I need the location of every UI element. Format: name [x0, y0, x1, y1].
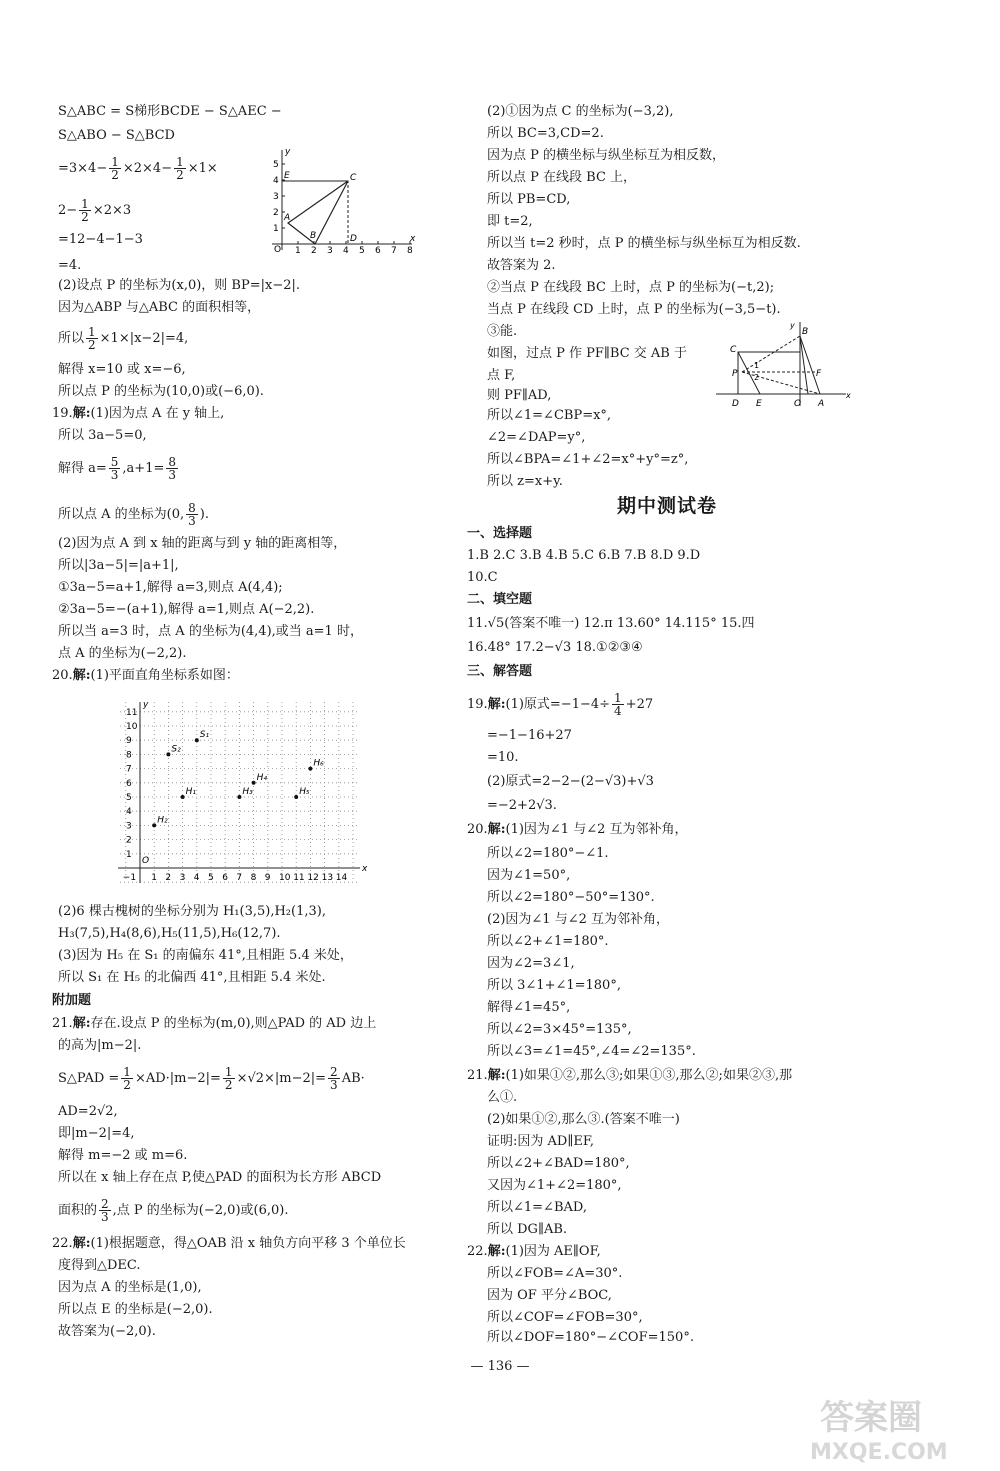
- text-line: ③能.: [487, 324, 518, 339]
- point-o-label: O: [794, 399, 802, 409]
- text-line: [52, 1236, 406, 1252]
- text-span: (1)原式=−1−4÷: [505, 697, 611, 712]
- fraction-numerator: 1: [224, 1065, 233, 1079]
- question-number: 22.: [52, 1236, 73, 1251]
- figure-triangle-abc: [262, 144, 422, 254]
- fraction-denominator: 4: [614, 704, 622, 718]
- y-tick-label: 7: [126, 764, 132, 775]
- text-line: 因为 OF 平分∠BOC,: [487, 1288, 612, 1303]
- text-line: 度得到△DEC.: [58, 1258, 141, 1273]
- question-number: 21.: [52, 1016, 73, 1031]
- text-line: 所以∠BPA=∠1+∠2=x°+y°=z°,: [487, 452, 689, 467]
- text-line: (2)如果①②,那么③.(答案不唯一): [487, 1112, 680, 1127]
- page-number: — 136 —: [470, 1359, 530, 1374]
- text-line: 解得 x=10 或 x=−6,: [58, 362, 186, 377]
- text-line: (2)①因为点 C 的坐标为(−3,2),: [487, 104, 674, 119]
- point-c-label: C: [730, 345, 737, 355]
- x-tick-label: 8: [407, 246, 413, 254]
- tree-point-h5: [294, 795, 298, 799]
- text-line: 1.B 2.C 3.B 4.B 5.C 6.B 7.B 8.D 9.D: [467, 548, 701, 563]
- x-tick-label: −1: [122, 873, 137, 883]
- fraction: [186, 502, 198, 527]
- text-span: ×1×: [187, 161, 218, 176]
- tree-label-s2: S₂: [171, 744, 181, 755]
- fraction-numerator: 1: [111, 155, 119, 169]
- text-span: 解得 a=: [58, 461, 107, 476]
- solution-label: 解:: [487, 1068, 506, 1083]
- fraction: [223, 1066, 235, 1091]
- fraction-denominator: 3: [330, 1078, 338, 1092]
- y-tick-label: 5: [126, 793, 132, 803]
- text-line: 又因为∠1+∠2=180°,: [487, 1178, 622, 1193]
- y-tick-label: 4: [273, 176, 279, 186]
- text-line: 所以当 t=2 秒时，点 P 的横坐标与纵坐标互为相反数.: [487, 236, 801, 251]
- text-line: (2)原式=2−2−(2−√3)+√3: [487, 774, 654, 789]
- text-line: 所以在 x 轴上存在点 P,使△PAD 的面积为长方形 ABCD: [58, 1170, 382, 1185]
- y-tick-label: 11: [126, 707, 138, 718]
- point-f-label: F: [816, 369, 822, 379]
- x-tick-label: 13: [321, 873, 334, 883]
- text-line: [52, 668, 239, 684]
- text-span: (0,: [166, 507, 185, 522]
- fraction-denominator: 2: [123, 1078, 131, 1092]
- x-tick-label: 5: [208, 873, 214, 883]
- text-line: 所以 BC=3,CD=2.: [487, 126, 604, 141]
- tree-label-h3: H₃: [242, 787, 253, 797]
- text-line: [467, 1068, 792, 1084]
- text-line: [52, 1016, 376, 1032]
- fraction-denominator: 3: [188, 514, 196, 528]
- fraction-numerator: 1: [176, 155, 184, 169]
- y-axis-label: y: [285, 147, 291, 157]
- fraction-numerator: 1: [81, 197, 89, 211]
- y-tick-label: 9: [126, 736, 132, 747]
- tree-label-h6: H₆: [313, 758, 324, 769]
- tree-point-h3: [237, 795, 241, 799]
- solution-label: 解:: [72, 406, 91, 421]
- text-line: 所以∠2=180°−∠1.: [487, 846, 609, 861]
- tree-point-s2: [166, 752, 170, 756]
- text-line: 11.√5(答案不唯一) 12.π 13.60° 14.115° 15.四: [467, 616, 755, 631]
- text-line: 即 t=2,: [487, 214, 533, 229]
- section-title: 期中测试卷: [616, 495, 717, 517]
- x-axis-label: x: [362, 864, 368, 874]
- point-b-label: B: [802, 327, 809, 337]
- y-tick-label: 3: [126, 821, 132, 832]
- y-tick-label: 1: [273, 224, 279, 234]
- text-line: ∠2=∠DAP=y°,: [487, 430, 586, 445]
- text-line: 因为∠1=50°,: [487, 868, 571, 883]
- point-d-label: D: [732, 399, 739, 409]
- fraction-denominator: 2: [81, 210, 89, 224]
- y-axis-label: y: [790, 321, 795, 330]
- text-span: ×1×|x−2|=4,: [99, 331, 189, 346]
- fraction: [166, 456, 178, 481]
- text-line: =12−4−1−3: [58, 232, 143, 247]
- x-axis-label: x: [846, 391, 851, 400]
- text-span: S△PAD =: [58, 1071, 120, 1086]
- text-line: 因为△ABP 与△ABC 的面积相等，: [58, 300, 261, 315]
- tree-points: [152, 730, 324, 827]
- segment-pb: [742, 336, 800, 372]
- text-line: 即|m−2|=4,: [58, 1126, 135, 1141]
- x-tick-label: 3: [327, 246, 333, 254]
- text-line: 16.48° 17.2−√3 18.①②③④: [467, 640, 643, 655]
- fraction: [328, 1066, 340, 1091]
- y-tick-label: 6: [126, 778, 132, 789]
- segment-bo: [800, 336, 808, 394]
- x-tick-label: 1: [295, 246, 301, 254]
- x-ticks: [123, 873, 348, 883]
- fraction-denominator: 2: [224, 1078, 233, 1092]
- text-line: [58, 1066, 365, 1091]
- text-line: ①3a−5=a+1,解得 a=3,则点 A(4,4);: [58, 580, 283, 595]
- text-line: 所以点 P 的坐标为(10,0)或(−6,0).: [58, 384, 264, 399]
- fraction-denominator: 3: [110, 468, 119, 482]
- y-axis-label: y: [143, 700, 149, 710]
- text-line: 10.C: [467, 570, 498, 585]
- text-line: 所以∠2=3×45°=135°,: [487, 1022, 632, 1037]
- text-line: 所以 PB=CD,: [487, 192, 571, 207]
- question-number: 20.: [52, 668, 73, 683]
- text-span: =3×4−: [58, 161, 108, 176]
- text-span: ×√2×|m−2|=: [236, 1071, 327, 1086]
- text-line: [58, 156, 218, 181]
- text-span: 存在.设点 P 的坐标为(m,0),则△PAD 的 AD 边上: [90, 1016, 377, 1031]
- solution-label: 解:: [72, 1016, 91, 1031]
- watermark-logo: [800, 1395, 990, 1465]
- origin-label: O: [274, 245, 282, 254]
- origin-label: O: [142, 856, 150, 866]
- text-line: 所以 z=x+y.: [487, 474, 563, 489]
- text-line: [58, 326, 188, 351]
- fraction-numerator: 1: [123, 1065, 131, 1079]
- text-line: 所以点 P 在线段 BC 上，: [487, 170, 637, 185]
- y-tick-label: 2: [126, 835, 132, 846]
- text-line: [58, 1198, 288, 1223]
- text-line: [467, 822, 688, 838]
- text-span: 所以点 A 的坐标为: [58, 507, 167, 522]
- fraction: [174, 156, 186, 181]
- text-line: (2)设点 P 的坐标为(x,0)，则 BP=|x−2|.: [58, 278, 301, 293]
- text-line: 故答案为 2.: [487, 258, 556, 273]
- text-line: 故答案为(−2,0).: [58, 1324, 156, 1339]
- point-a-label: A: [284, 213, 291, 223]
- x-tick-label: 6: [375, 246, 381, 254]
- text-line: 所以∠1=∠CBP=x°,: [487, 408, 612, 423]
- question-number: 19.: [467, 697, 488, 712]
- fraction-numerator: 2: [330, 1065, 338, 1079]
- text-span: (1)因为 AE∥OF,: [505, 1244, 601, 1259]
- x-tick-label: 2: [311, 246, 317, 254]
- y-tick-label: 8: [126, 750, 132, 761]
- dotted-grid: [120, 702, 358, 882]
- point-d-label: D: [350, 234, 357, 244]
- x-tick-label: 7: [391, 246, 397, 254]
- x-tick-label: 10: [279, 873, 291, 883]
- y-tick-label: 1: [126, 849, 132, 860]
- text-line: 因为点 A 的坐标是(1,0),: [58, 1280, 202, 1295]
- text-line: [58, 456, 180, 481]
- text-span: 所以: [58, 331, 85, 346]
- text-span: 2−: [58, 203, 78, 218]
- text-line: 所以 3∠1+∠1=180°,: [487, 978, 621, 993]
- watermark-graphic: [800, 1395, 990, 1465]
- text-line: 点 A 的坐标为(−2,2).: [58, 646, 187, 661]
- segment-ba: [800, 336, 820, 394]
- x-tick-label: 2: [165, 873, 172, 883]
- text-line: 因为∠2=3∠1,: [487, 956, 575, 971]
- text-line: S△ABC = S梯形BCDE − S△AEC −: [58, 104, 282, 119]
- text-line: 所以 3a−5=0,: [58, 428, 147, 443]
- point-e-label: E: [284, 171, 290, 181]
- x-tick-label: 1: [151, 873, 157, 883]
- text-line: (2)因为点 A 到 x 轴的距离与到 y 轴的距离相等，: [58, 536, 347, 551]
- figure-tree-grid: [110, 698, 372, 890]
- text-line: [58, 502, 209, 527]
- fraction-numerator: 5: [110, 455, 119, 469]
- fraction: [99, 1198, 111, 1223]
- solution-label: 解:: [72, 1236, 91, 1251]
- x-tick-label: 5: [359, 246, 365, 254]
- x-tick-label: 8: [250, 873, 257, 883]
- text-span: ×2×3: [92, 203, 132, 218]
- tree-label-h4: H₄: [256, 772, 267, 783]
- triangle-abc: [288, 181, 348, 244]
- text-line: 所以 S₁ 在 H₅ 的北偏西 41°,且相距 5.4 米处.: [58, 970, 326, 985]
- question-number: 22.: [467, 1244, 488, 1259]
- text-line: [52, 406, 224, 422]
- text-span: 面积的: [58, 1203, 98, 1218]
- solution-label: 解:: [487, 697, 506, 712]
- fraction-denominator: 2: [176, 168, 184, 182]
- y-tick-label: 10: [126, 722, 138, 732]
- question-number: 19.: [52, 406, 73, 421]
- tree-label-s1: S₁: [199, 730, 210, 741]
- text-line: 的高为|m−2|.: [58, 1038, 142, 1053]
- text-line: 如图，过点 P 作 PF∥BC 交 AB 于: [487, 346, 687, 361]
- text-line: 因为点 P 的横坐标与纵坐标互为相反数，: [487, 148, 726, 163]
- text-line: 所以∠DOF=180°−∠COF=150°.: [487, 1330, 694, 1345]
- text-line: ②当点 P 在线段 BC 上时，点 P 的坐标为(−t,2);: [487, 280, 775, 295]
- x-axis-label: x: [410, 234, 416, 244]
- x-tick-label: 4: [343, 246, 349, 254]
- text-span: ×AD·|m−2|=: [134, 1071, 221, 1086]
- tree-label-h1: H₁: [185, 787, 196, 797]
- tree-point-h4: [252, 781, 256, 785]
- y-tick-label: 2: [273, 208, 279, 218]
- angle-1-label: 1: [754, 361, 760, 370]
- point-c-label: C: [350, 173, 357, 183]
- text-line: H₃(7,5),H₄(8,6),H₅(11,5),H₆(12,7).: [58, 926, 281, 941]
- x-tick-label: 7: [236, 873, 243, 883]
- y-ticks: [126, 708, 138, 860]
- fraction: [79, 198, 91, 223]
- text-line: =−2+2√3.: [487, 798, 557, 813]
- text-line: 所以∠FOB=∠A=30°.: [487, 1266, 623, 1281]
- x-tick-label: 12: [307, 873, 319, 883]
- fraction-denominator: 2: [88, 338, 96, 352]
- text-span: ,点 P 的坐标为(−2,0)或(6,0).: [112, 1203, 289, 1218]
- text-line: 则 PF∥AD,: [487, 388, 552, 403]
- text-span: (1)根据题意，得△OAB 沿 x 轴负方向平移 3 个单位长: [90, 1236, 406, 1251]
- fraction: [109, 456, 121, 481]
- fraction: [612, 692, 624, 717]
- x-tick-label: 6: [222, 873, 228, 883]
- text-line: 当点 P 在线段 CD 上时，点 P 的坐标为(−3,5−t).: [487, 302, 781, 317]
- text-span: (1)如果①②,那么③;如果①③,那么②;如果②③,那: [505, 1068, 793, 1083]
- fraction-denominator: 2: [111, 168, 119, 182]
- x-tick-label: 3: [179, 873, 186, 883]
- fraction-numerator: 8: [188, 501, 196, 515]
- solution-label: 解:: [487, 1244, 506, 1259]
- y-tick-label: 4: [126, 807, 132, 818]
- tree-label-h2: H₂: [157, 815, 168, 826]
- text-line: =−1−16+27: [487, 728, 572, 743]
- fraction: [121, 1066, 133, 1091]
- text-span: (1)平面直角坐标系如图：: [90, 668, 239, 683]
- text-span: ).: [199, 507, 209, 522]
- text-line: [467, 692, 653, 717]
- text-line: 点 F,: [487, 368, 516, 383]
- text-line: 所以点 E 的坐标是(−2,0).: [58, 1302, 213, 1317]
- section-heading: 三、解答题: [467, 664, 533, 679]
- text-line: =4.: [58, 258, 82, 273]
- text-line: S△ABO − S△BCD: [58, 128, 175, 143]
- text-span: (1)因为∠1 与∠2 互为邻补角，: [505, 822, 688, 837]
- text-line: ②3a−5=−(a+1),解得 a=1,则点 A(−2,2).: [58, 602, 315, 617]
- svg-text:MXQE.COM: MXQE.COM: [810, 1440, 948, 1465]
- text-span: (1)因为点 A 在 y 轴上,: [90, 406, 225, 421]
- text-span: ×2×4−: [122, 161, 173, 176]
- section-heading: 一、选择题: [467, 526, 533, 541]
- question-number: 20.: [467, 822, 488, 837]
- text-span: +27: [625, 697, 654, 712]
- fraction-numerator: 1: [88, 325, 96, 339]
- text-line: 解得 m=−2 或 m=6.: [58, 1148, 188, 1163]
- fraction-numerator: 1: [614, 691, 622, 705]
- text-line: AD=2√2,: [58, 1104, 118, 1119]
- fraction: [86, 326, 98, 351]
- text-span: ,a+1=: [122, 461, 165, 476]
- text-line: (2)6 棵古槐树的坐标分别为 H₁(3,5),H₂(1,3),: [58, 904, 326, 919]
- section-heading: 附加题: [52, 993, 92, 1008]
- x-tick-label: 4: [193, 873, 200, 883]
- y-tick-label: 3: [273, 192, 279, 202]
- tree-point-s1: [195, 738, 199, 742]
- solution-label: 解:: [487, 822, 506, 837]
- text-line: 解得∠1=45°,: [487, 1000, 571, 1015]
- text-line: 所以∠3=∠1=45°,∠4=∠2=135°.: [487, 1044, 696, 1059]
- tree-point-h6: [308, 767, 312, 771]
- fraction-denominator: 3: [101, 1210, 109, 1224]
- x-tick-label: 9: [264, 873, 271, 883]
- text-line: 么①.: [487, 1090, 518, 1105]
- text-line: [467, 1244, 601, 1260]
- fraction-numerator: 2: [101, 1197, 109, 1211]
- point-p-label: P: [732, 369, 738, 379]
- text-line: 证明:因为 AD∥EF,: [487, 1134, 594, 1149]
- x-tick-label: 14: [335, 873, 348, 883]
- tree-point-h1: [181, 795, 185, 799]
- text-line: 所以当 a=3 时，点 A 的坐标为(4,4),或当 a=1 时，: [58, 624, 363, 639]
- fraction-denominator: 3: [168, 468, 177, 482]
- text-line: 所以∠2+∠1=180°.: [487, 934, 609, 949]
- section-heading: 二、填空题: [467, 592, 533, 607]
- text-line: 所以|3a−5|=|a+1|,: [58, 558, 179, 573]
- text-line: 所以 DG∥AB.: [487, 1222, 568, 1237]
- fraction-numerator: 8: [168, 455, 177, 469]
- figure-parallel-lines: [712, 318, 852, 410]
- text-line: 所以∠COF=∠FOB=30°,: [487, 1310, 643, 1325]
- text-span: AB·: [341, 1071, 365, 1086]
- text-line: (3)因为 H₅ 在 S₁ 的南偏东 41°,且相距 5.4 米处，: [58, 948, 353, 963]
- text-line: 所以∠2=180°−50°=130°.: [487, 890, 655, 905]
- point-e-label: E: [756, 399, 762, 409]
- tree-label-h5: H₅: [299, 787, 310, 797]
- point-a-label: A: [818, 399, 825, 409]
- text-line: [58, 198, 131, 223]
- y-tick-label: 5: [273, 160, 279, 170]
- svg-text:答案圈: 答案圈: [820, 1398, 922, 1438]
- tree-point-h2: [152, 823, 156, 827]
- text-line: 所以∠1=∠BAD,: [487, 1200, 587, 1215]
- question-number: 21.: [467, 1068, 488, 1083]
- text-line: (2)因为∠1 与∠2 互为邻补角，: [487, 912, 670, 927]
- angle-2-label: 2: [754, 373, 760, 382]
- text-line: =10.: [487, 750, 519, 765]
- text-line: 所以∠2+∠BAD=180°,: [487, 1156, 630, 1171]
- point-b-label: B: [310, 231, 317, 241]
- x-tick-label: 11: [293, 873, 305, 883]
- solution-label: 解:: [72, 668, 91, 683]
- fraction: [109, 156, 121, 181]
